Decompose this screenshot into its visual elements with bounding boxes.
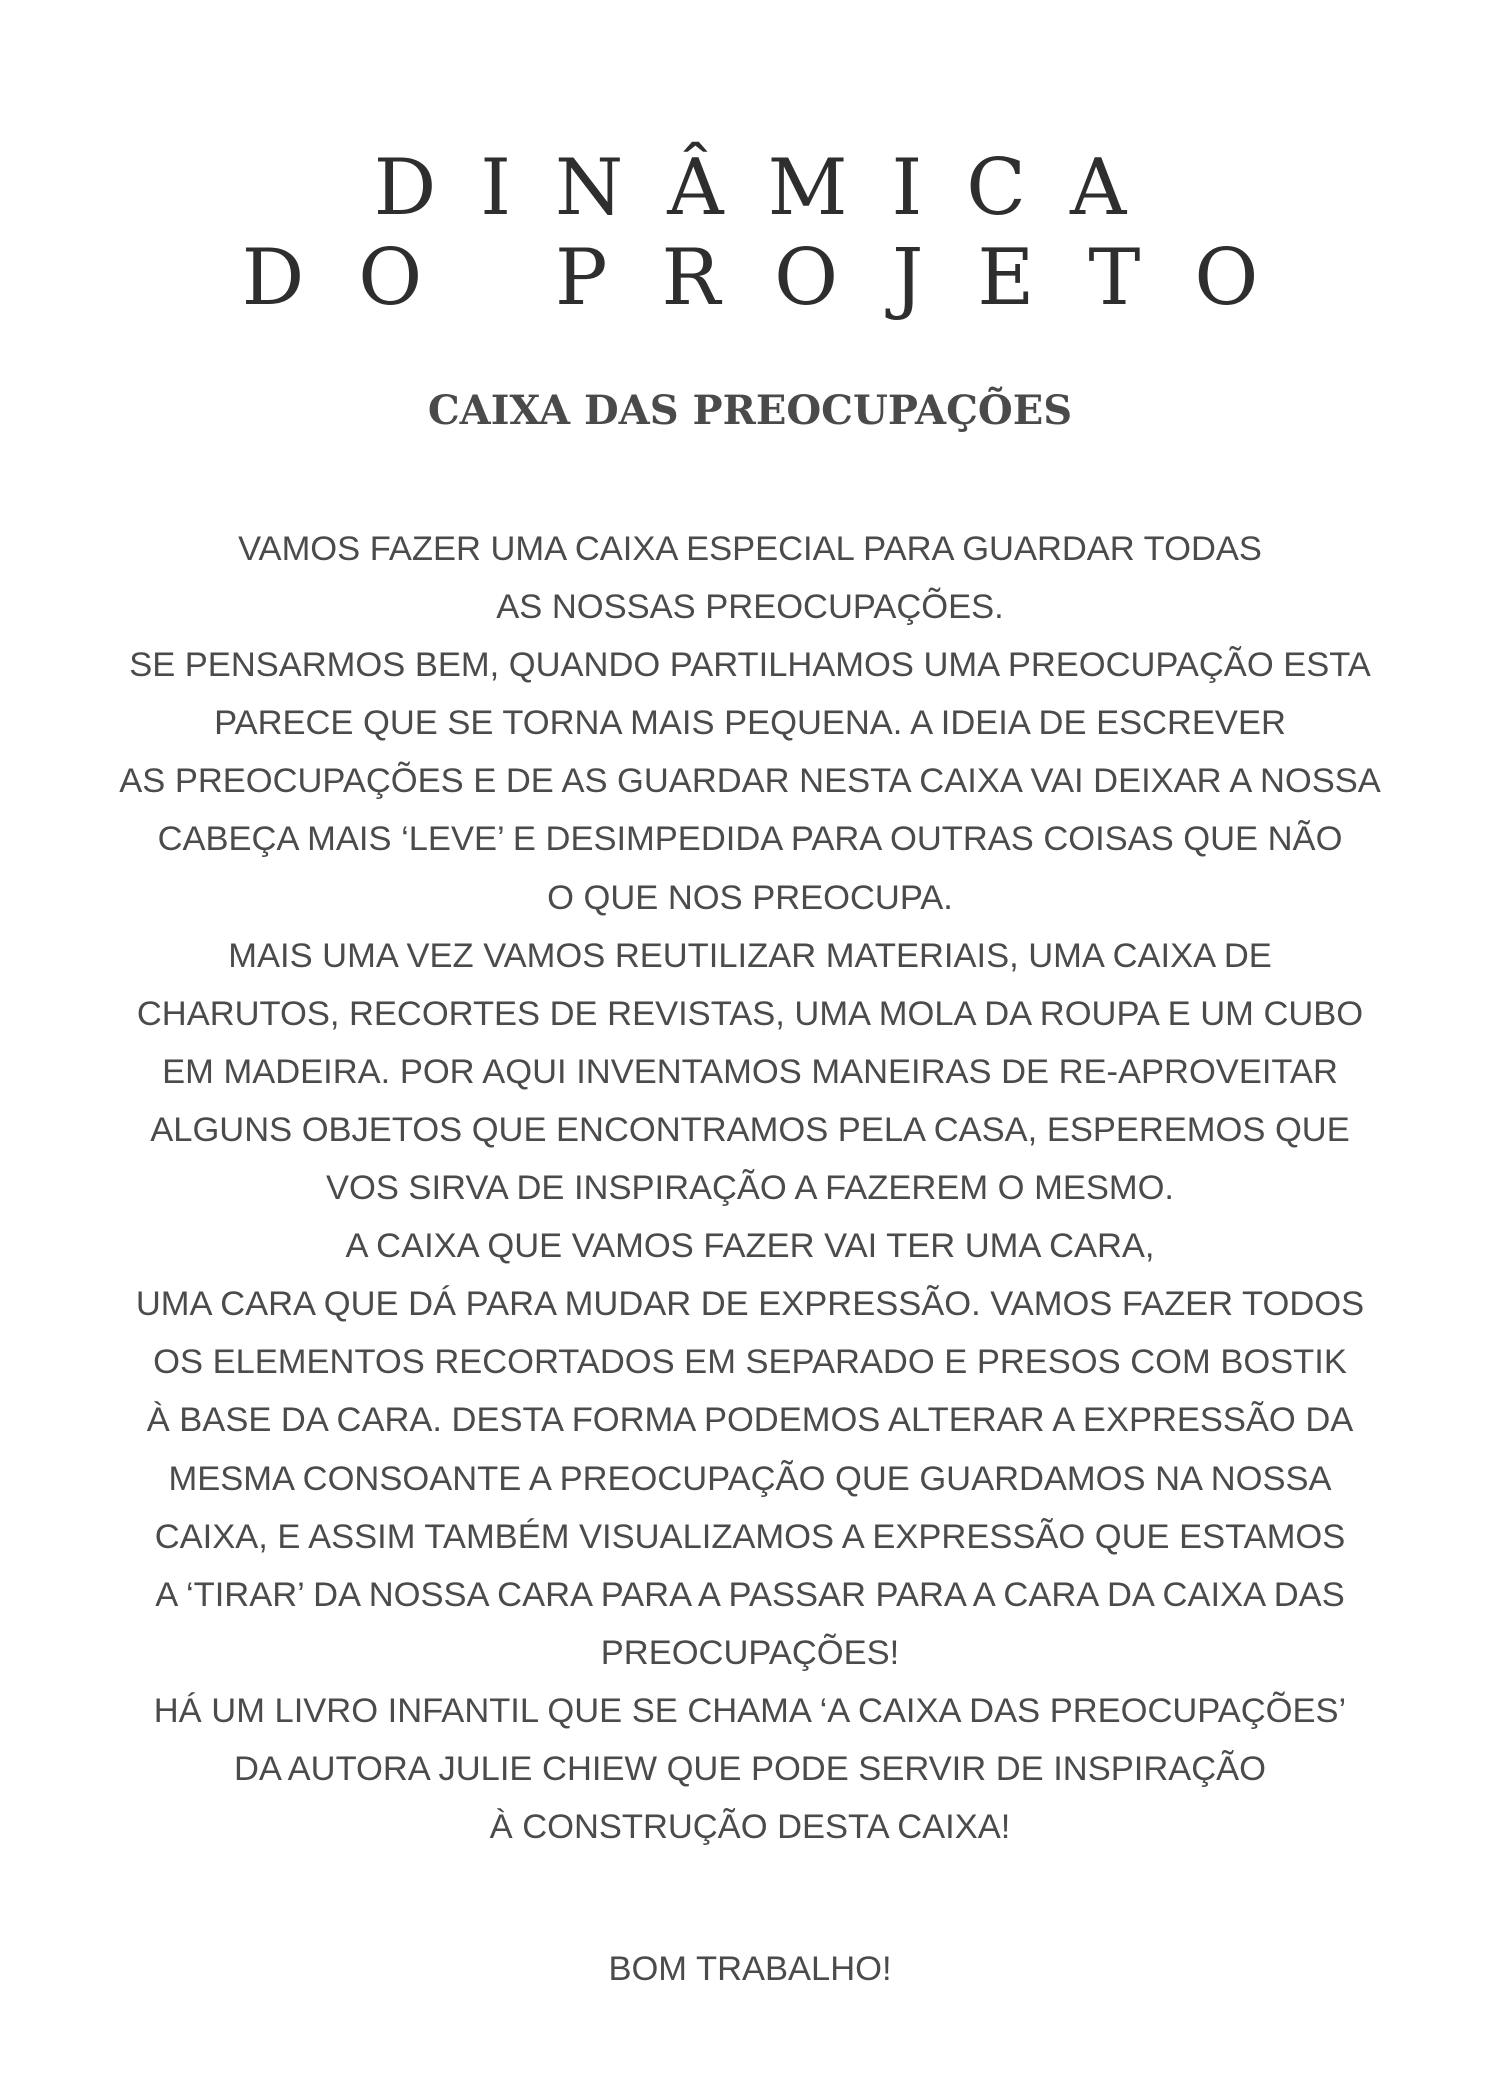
body-line: VAMOS FAZER UMA CAIXA ESPECIAL PARA GUARDAR TODAS (238, 530, 1262, 568)
body-line: À CONSTRUÇÃO DESTA CAIXA! (489, 1808, 1011, 1847)
closing-line: BOM TRABALHO! (608, 1950, 892, 1988)
body-line: A ‘TIRAR’ DA NOSSA CARA PARA A PASSAR PARA A CARA DA CAIXA DAS (155, 1575, 1345, 1614)
body-line: ALGUNS OBJETOS QUE ENCONTRAMOS PELA CASA, ESPEREMOS QUE (150, 1110, 1350, 1149)
title-line-1: DINÂMICA (373, 143, 1171, 233)
body-line: HÁ UM LIVRO INFANTIL QUE SE CHAMA ‘A CAIXA DAS PREOCUPAÇÕES’ (153, 1691, 1347, 1730)
body-line: MESMA CONSOANTE A PREOCUPAÇÃO QUE GUARDAMOS NA NOSSA (168, 1459, 1332, 1498)
subtitle: CAIXA DAS PREOCUPAÇÕES (427, 387, 1073, 434)
body-line: PREOCUPAÇÕES! (600, 1633, 900, 1672)
body-line: O QUE NOS PREOCUPA. (547, 878, 953, 917)
body-line: VOS SIRVA DE INSPIRAÇÃO A FAZEREM O MESMO. (325, 1169, 1174, 1208)
body-line: PARECE QUE SE TORNA MAIS PEQUENA. A IDEIA DE ESCREVER (214, 704, 1286, 743)
body-line: À BASE DA CARA. DESTA FORMA PODEMOS ALTERAR A EXPRESSÃO DA (146, 1401, 1354, 1440)
body-line: UMA CARA QUE DÁ PARA MUDAR DE EXPRESSÃO. VAMOS FAZER TODOS (135, 1285, 1365, 1324)
body-line: SE PENSARMOS BEM, QUANDO PARTILHAMOS UMA PREOCUPAÇÃO ESTA (129, 646, 1371, 685)
body-line: AS NOSSAS PREOCUPAÇÕES. (496, 588, 1004, 627)
body-text (0, 520, 1500, 1856)
body-line: DA AUTORA JULIE CHIEW QUE PODE SERVIR DE INSPIRAÇÃO (233, 1749, 1267, 1788)
title-line-2: DO PROJETO (241, 233, 1313, 323)
body-line: MAIS UMA VEZ VAMOS REUTILIZAR MATERIAIS, UMA CAIXA DE (228, 936, 1272, 975)
body-line: EM MADEIRA. POR AQUI INVENTAMOS MANEIRAS DE RE-APROVEITAR (162, 1052, 1338, 1091)
body-line: AS PREOCUPAÇÕES E DE AS GUARDAR NESTA CAIXA VAI DEIXAR A NOSSA (119, 762, 1381, 801)
body-line: OS ELEMENTOS RECORTADOS EM SEPARADO E PRESOS COM BOSTIK (153, 1343, 1347, 1382)
body-line: CABEÇA MAIS ‘LEVE’ E DESIMPEDIDA PARA OUTRAS COISAS QUE NÃO (157, 820, 1343, 859)
body-line: CHARUTOS, RECORTES DE REVISTAS, UMA MOLA DA ROUPA E UM CUBO (136, 994, 1364, 1033)
body-line: CAIXA, E ASSIM TAMBÉM VISUALIZAMOS A EXPRESSÃO QUE ESTAMOS (154, 1517, 1346, 1556)
body-line: A CAIXA QUE VAMOS FAZER VAI TER UMA CARA, (345, 1227, 1155, 1266)
